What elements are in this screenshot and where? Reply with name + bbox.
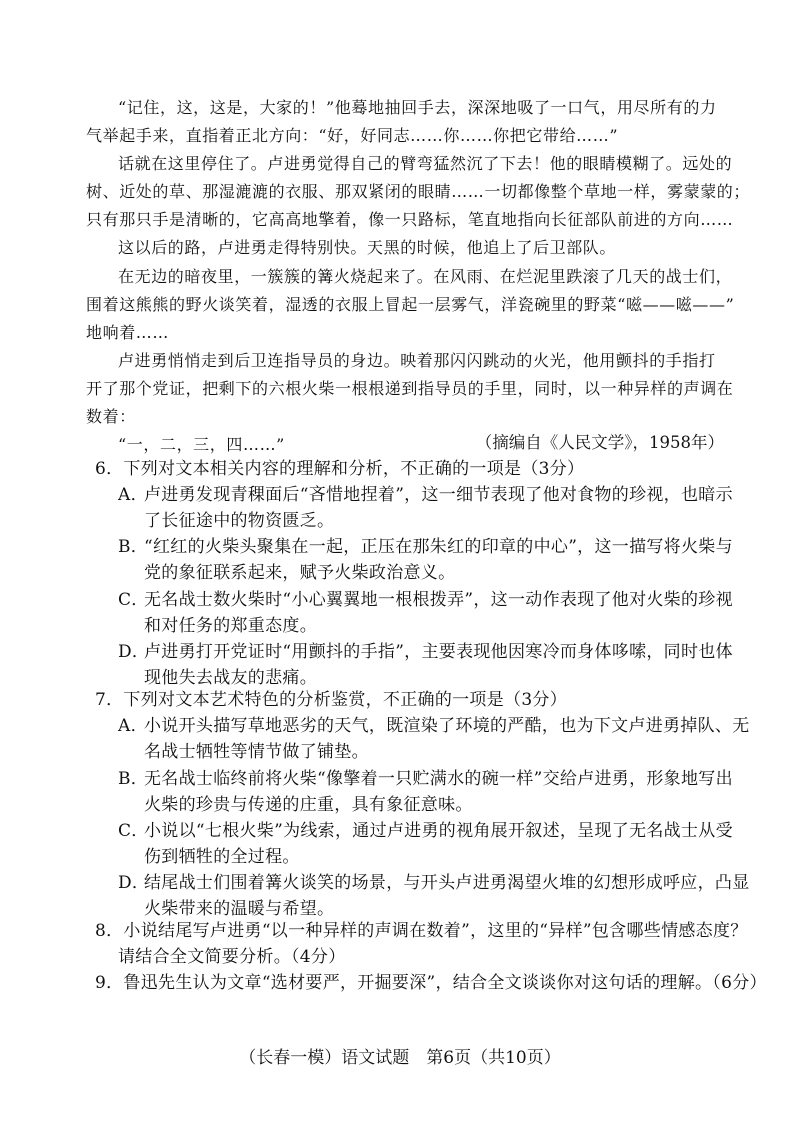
option-text: “红红的火柴头聚集在一起，正压在那朱红的印章的中心”，这一描写将火柴与 (144, 537, 733, 557)
question-8-continuation: 请结合全文简要分析。（4分） (118, 947, 346, 967)
option-label: D． (118, 873, 150, 893)
option-continuation: 现他失去战友的悲痛。 (144, 668, 317, 688)
option-text: 结尾战士们围着篝火谈笑的场景，与开头卢进勇渴望火堆的幻想形成呼应，凸显 (144, 873, 750, 893)
option-continuation: 党的象征联系起来，赋予火柴政治意义。 (144, 563, 456, 583)
option-continuation: 火柴带来的温暖与希望。 (144, 899, 335, 919)
question-9-stem: 9．鲁迅先生认为文章“选材要严，开掘要深”，结合全文谈谈你对这句话的理解。（6分） (95, 973, 767, 993)
option-text: 卢进勇打开党证时“用颤抖的手指”，主要表现他因寒冷而身体哆嗦，同时也体 (144, 642, 733, 662)
option-label: A． (118, 485, 148, 505)
option-text: 卢进勇发现青稞面后“吝惜地捏着”，这一细节表现了他对食物的珍视，也暗示 (144, 485, 733, 505)
option-label: C． (118, 821, 149, 841)
story-line: 开了那个党证，把剩下的六根火柴一根根递到指导员的手里，同时，以一种异样的声调在 (86, 379, 734, 398)
story-line: 在无边的暗夜里，一簇簇的篝火烧起来了。在风雨、在烂泥里跌滚了几天的战士们， (118, 267, 733, 286)
question-7-option-c (118, 819, 733, 843)
option-text: 小说以“七根火柴”为线索，通过卢进勇的视角展开叙述，呈现了无名战士从受 (144, 821, 733, 841)
option-label: A． (118, 716, 148, 736)
story-line: 卢进勇悄悄走到后卫连指导员的身边。映着那闪闪跳动的火光，他用颤抖的手指打 (118, 351, 716, 370)
question-7-option-b (118, 767, 733, 791)
question-7-option-a (118, 714, 750, 738)
story-line: “记住，这，这是，大家的！”他蓦地抽回手去，深深地吸了一口气，用尽所有的力 (118, 98, 717, 117)
question-6-option-c (118, 588, 733, 612)
option-continuation: 伤到牺牲的全过程。 (144, 847, 300, 867)
option-continuation: 火柴的珍贵与传递的庄重，具有象征意味。 (144, 795, 473, 815)
story-line: “一，二，三，四……” (118, 435, 285, 454)
question-7-stem: 7．下列对文本艺术特色的分析鉴赏，不正确的一项是（3分） (95, 690, 568, 710)
question-6-option-d (118, 640, 733, 664)
option-text: 无名战士数火柴时“小心翼翼地一根根拨弄”，这一动作表现了他对火柴的珍视 (144, 590, 733, 610)
option-label: B． (118, 769, 149, 789)
story-line: 数着： (86, 407, 136, 426)
story-line: 话就在这里停住了。卢进勇觉得自己的臂弯猛然沉了下去！他的眼睛模糊了。远处的 (118, 154, 733, 173)
option-label: B． (118, 537, 149, 557)
story-line: 只有那只手是清晰的，它高高地擎着，像一只路标，笔直地指向长征部队前进的方向…… (86, 210, 734, 229)
option-label: C． (118, 590, 149, 610)
option-continuation: 名战士牺牲等情节做了铺垫。 (144, 742, 369, 762)
story-line: 地响着…… (86, 323, 170, 342)
story-line: 这以后的路，卢进勇走得特别快。天黑的时候，他追上了后卫部队。 (118, 238, 617, 257)
story-line: 气举起手来，直指着正北方向：“好，好同志……你……你把它带给……” (86, 126, 619, 145)
option-text: 小说开头描写草地恶劣的天气，既渲染了环境的严酷，也为下文卢进勇掉队、无 (144, 716, 750, 736)
option-continuation: 和对任务的郑重态度。 (144, 616, 317, 636)
story-line: 围着这熊熊的野火谈笑着，湿透的衣服上冒起一层雾气，洋瓷碗里的野菜“嗞——嗞——” (86, 295, 735, 314)
question-6-stem: 6．下列对文本相关内容的理解和分析，不正确的一项是（3分） (95, 459, 585, 479)
option-label: D． (118, 642, 150, 662)
page-footer: （长春一模）语文试题 第6页（共10页） (239, 1048, 561, 1068)
source-citation: （摘编自《人民文学》，1958年） (475, 433, 724, 452)
question-6-option-a (118, 483, 733, 507)
question-7-option-d (118, 871, 750, 895)
option-continuation: 了长征途中的物资匮乏。 (144, 511, 335, 531)
option-text: 无名战士临终前将火柴“像擎着一只贮满水的碗一样”交给卢进勇，形象地写出 (144, 769, 733, 789)
story-line: 树、近处的草、那湿漉漉的衣服、那双紧闭的眼睛……一切都像整个草地一样，雾蒙蒙的； (86, 182, 751, 201)
question-8-stem: 8．小说结尾写卢进勇“以一种异样的声调在数着”，这里的“异样”包含哪些情感态度？ (95, 921, 748, 941)
question-6-option-b (118, 535, 733, 559)
